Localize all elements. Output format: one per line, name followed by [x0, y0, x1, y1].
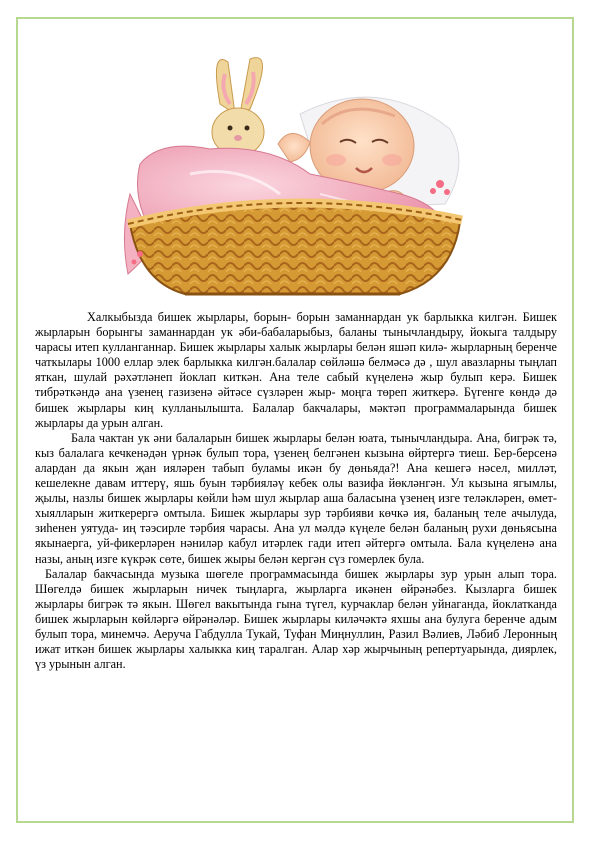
- paragraph-2: Бала чактан ук әни балаларын бишек жырлары белән юата, тынычландыра. Ана, бигрәк тә, кыз балалага кечкенәдән үрнәк булып тора, үзенең белгәнен кызына өйртергә тиеш. Бер-берсенә алардан да якын җан ияләрен табып буламы икән бу дөньяда?! Ана кешегә нәсел, милләт, кешелекне давам иттерү, яшь буын тәрбияләү кебек олы вазифа йөкләнгән. Ул кызына ягымлы, җылы, назлы бишек жырлары көйли һәм шул жырлар аша баласына үзенең изге теләкләрен, өмет-хыялларын житкерергә омтыла. Бишек жырлары зур тәрбияви көчкә ия, баланың теле ачылуда, зиһенен уятуда- иң тәэсирле тәрбия чарасы. Ана ул мәлдә күңеле белән баланың рухи дөньясына якынаерга, уй-фикерләрен нәниләр кабул итәрлек гади итеп әйтергә омтыла. Бала күңеленә ана назы, аның изге күкрәк сөте, бишек жыры белән кергән сүз гомерлек була.: [35, 430, 557, 566]
- article-text: [35, 310, 557, 672]
- bunny-toy-icon: [212, 58, 264, 156]
- baby-in-basket-with-bunny-illustration: [100, 44, 478, 299]
- paragraph-3: Балалар бакчасында музыка шөгеле программасында бишек жырлары зур урын алып тора. Шөгелдә бишек жырларын ничек тыңларга, жырларга икәнен өйрәнәбез. Кызларга бишек жырлары бигрәк тә якын. Шөгел вакытында гына түгел, курчаклар белән уйнаганда, йоклатканда бишек жырларын көйләргә өйрәнәләр. Бишек жырлары киләчәктә яхшы ана булуга беренче адым булып тора, минемчә. Аеруча Габдулла Тукай, Туфан Миңнуллин, Разил Вәлиев, Ләбиб Леронның ижат иткән бишек жырлары халыкка киң таралган. Алар хәр жырчының репертуарында, диярлек, үз урынын алган.: [35, 566, 557, 672]
- wicker-basket: [128, 203, 462, 294]
- paragraph-1: Халкыбызда бишек жырлары, борын- борын заманнардан ук барлыкка килгән. Бишек жырларын борынгы заманнардан ук әби-бабаларыбыз, баланы тынычландыру, йокыга талдыру чарасы итеп кулланганнар. Бишек жырлары халык жырлары белән яшәп килә- жырларның беренче чаткылары 1000 еллар элек барлыкка килгән.балалар сөйләшә белмәсә дә , шул авазларны тыңлап яткан, шулай рәхәтләнеп йоклап киткән. Ана теле сабый күңеленә жыр булып керә. Бишек тибрәткәндә ана үзенең газизенә әйтәсе сүзләрен жыр- моңга төреп житкерә. Бүгенге көндә дә бишек жырлары киң кулланылышта. Балалар бакчалары, мәктәп программаларында бишек жырлары да урын алган.: [35, 310, 557, 430]
